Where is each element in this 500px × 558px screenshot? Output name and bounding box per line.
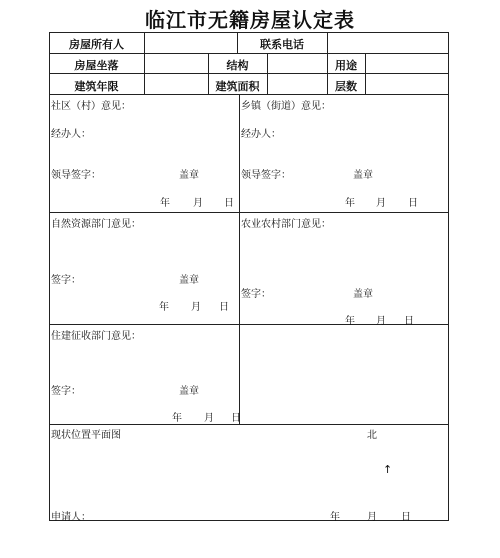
col-divider xyxy=(327,32,328,53)
natural-resources-year: 年 xyxy=(159,302,169,313)
natural-resources-seal: 盖章 xyxy=(179,275,199,286)
north-label: 北 xyxy=(367,430,377,441)
row-divider xyxy=(49,73,449,74)
agriculture-sign: 签字： xyxy=(241,289,271,300)
north-arrow-icon: ↑ xyxy=(383,463,393,476)
form-title: 临江市无籍房屋认定表 xyxy=(145,8,355,32)
housing-month: 月 xyxy=(204,413,214,424)
township-heading: 乡镇（街道）意见： xyxy=(241,101,331,112)
row-divider xyxy=(49,424,449,425)
agriculture-month: 月 xyxy=(376,316,386,327)
community-seal: 盖章 xyxy=(179,170,199,181)
owner-label: 房屋所有人 xyxy=(69,38,124,51)
area-label: 建筑面积 xyxy=(215,80,260,93)
township-leader-sign: 领导签字： xyxy=(241,170,291,181)
housing-day: 日 xyxy=(231,413,241,424)
applicant-label: 申请人： xyxy=(51,512,91,523)
township-year: 年 xyxy=(345,198,355,209)
phone-label: 联系电话 xyxy=(260,38,304,51)
community-year: 年 xyxy=(160,198,170,209)
usage-label: 用途 xyxy=(335,59,357,72)
location-label: 房屋坐落 xyxy=(74,59,119,72)
housing-heading: 住建征收部门意见： xyxy=(51,331,141,342)
floor-plan-month: 月 xyxy=(367,512,377,523)
col-divider xyxy=(239,94,240,424)
col-divider xyxy=(144,32,145,74)
township-day: 日 xyxy=(408,198,418,209)
col-divider xyxy=(267,53,268,94)
floor-plan-day: 日 xyxy=(401,512,411,523)
natural-resources-sign: 签字： xyxy=(51,275,81,286)
community-heading: 社区（村）意见： xyxy=(51,101,131,112)
housing-sign: 签字： xyxy=(51,386,81,397)
natural-resources-month: 月 xyxy=(191,302,201,313)
community-handler: 经办人： xyxy=(51,129,91,140)
housing-year: 年 xyxy=(172,413,182,424)
structure-label: 结构 xyxy=(226,59,249,72)
agriculture-year: 年 xyxy=(345,316,355,327)
floors-label: 层数 xyxy=(335,80,357,93)
community-leader-sign: 领导签字： xyxy=(51,170,101,181)
township-month: 月 xyxy=(376,198,386,209)
years-label: 建筑年限 xyxy=(74,80,119,93)
agriculture-day: 日 xyxy=(404,316,414,327)
floor-plan-year: 年 xyxy=(330,512,340,523)
natural-resources-day: 日 xyxy=(219,302,229,313)
row-divider xyxy=(49,94,449,95)
township-handler: 经办人： xyxy=(241,129,281,140)
township-seal: 盖章 xyxy=(353,170,373,181)
housing-seal: 盖章 xyxy=(179,386,199,397)
community-day: 日 xyxy=(224,198,234,209)
col-divider xyxy=(365,53,366,94)
floor-plan-heading: 现状位置平面图 xyxy=(51,430,121,441)
row-divider xyxy=(49,324,449,325)
col-divider xyxy=(144,73,145,94)
agriculture-seal: 盖章 xyxy=(353,289,373,300)
row-divider xyxy=(49,53,449,54)
community-month: 月 xyxy=(193,198,203,209)
row-divider xyxy=(49,212,449,213)
natural-resources-heading: 自然资源部门意见： xyxy=(51,219,141,230)
agriculture-heading: 农业农村部门意见： xyxy=(241,219,331,230)
